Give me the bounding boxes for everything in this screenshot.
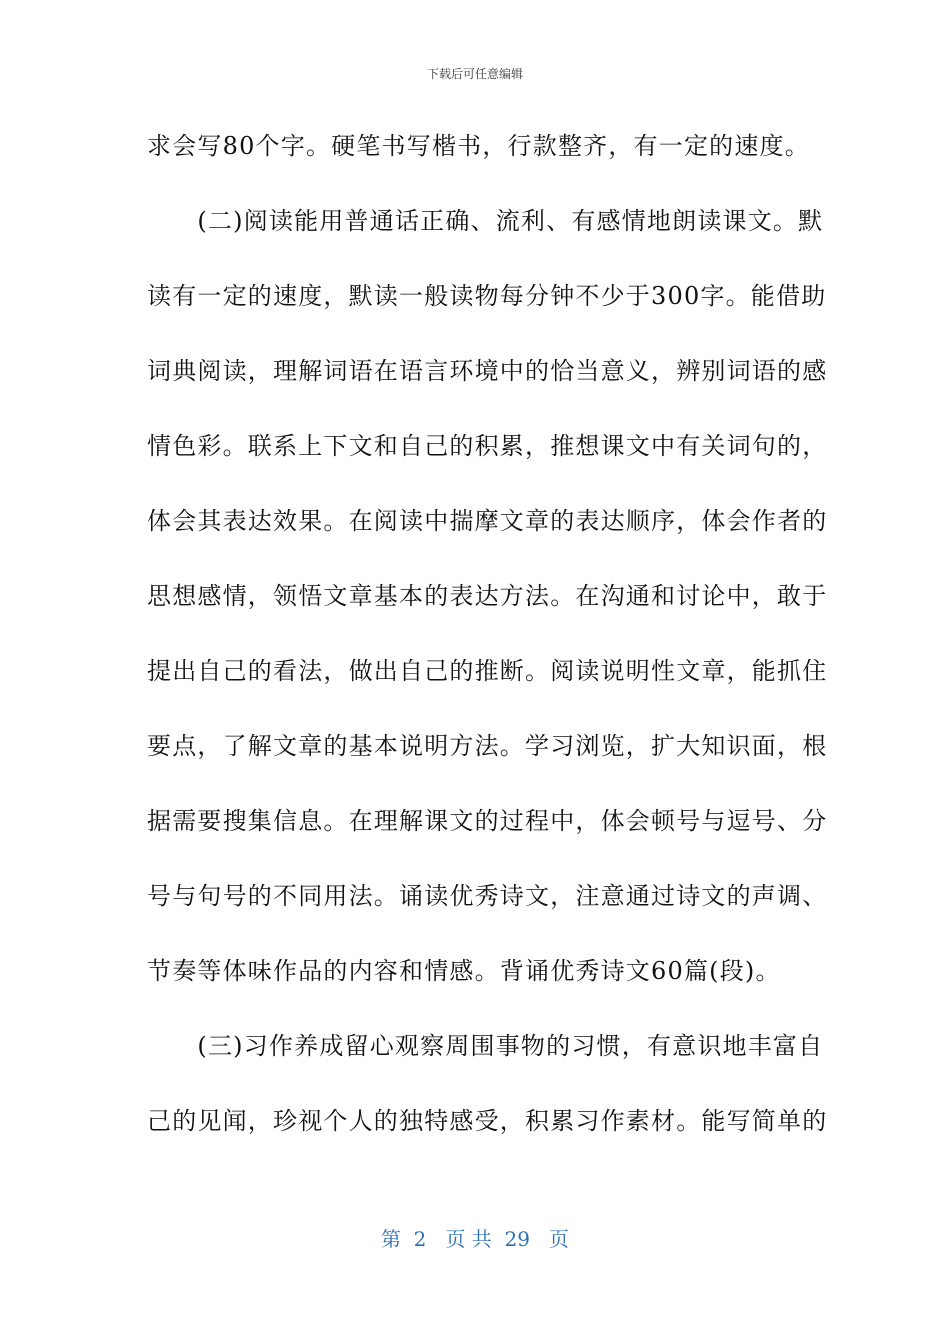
- page-header: 下载后可任意编辑: [426, 67, 523, 81]
- text-line: 求会写80个字。硬笔书写楷书，行款整齐，有一定的速度。: [147, 132, 810, 160]
- text-line: 要点，了解文章的基本说明方法。学习浏览，扩大知识面，根: [147, 732, 828, 760]
- text-line: 据需要搜集信息。在理解课文的过程中，体会顿号与逗号、分: [147, 807, 828, 835]
- text-line: 号与句号的不同用法。诵读优秀诗文，注意通过诗文的声调、: [147, 882, 828, 910]
- page-footer: 第 2 页 共 29 页: [380, 1227, 570, 1251]
- text-line: 提出自己的看法，做出自己的推断。阅读说明性文章，能抓住: [147, 657, 828, 685]
- text-line: (三)习作养成留心观察周围事物的习惯，有意识地丰富自: [147, 1032, 824, 1060]
- document-body: [147, 124, 828, 1174]
- text-line: 思想感情，领悟文章基本的表达方法。在沟通和讨论中，敢于: [147, 582, 828, 610]
- text-line: 读有一定的速度，默读一般读物每分钟不少于300字。能借助: [147, 282, 827, 310]
- text-line: 己的见闻，珍视个人的独特感受，积累习作素材。能写简单的: [147, 1107, 828, 1135]
- text-line: 体会其表达效果。在阅读中揣摩文章的表达顺序，体会作者的: [147, 507, 828, 535]
- text-line: 节奏等体味作品的内容和情感。背诵优秀诗文60篇(段)。: [147, 957, 781, 985]
- text-line: 情色彩。联系上下文和自己的积累，推想课文中有关词句的，: [147, 432, 828, 460]
- text-line: 词典阅读，理解词语在语言环境中的恰当意义，辨别词语的感: [147, 357, 828, 385]
- text-line: (二)阅读能用普通话正确、流利、有感情地朗读课文。默: [147, 207, 824, 235]
